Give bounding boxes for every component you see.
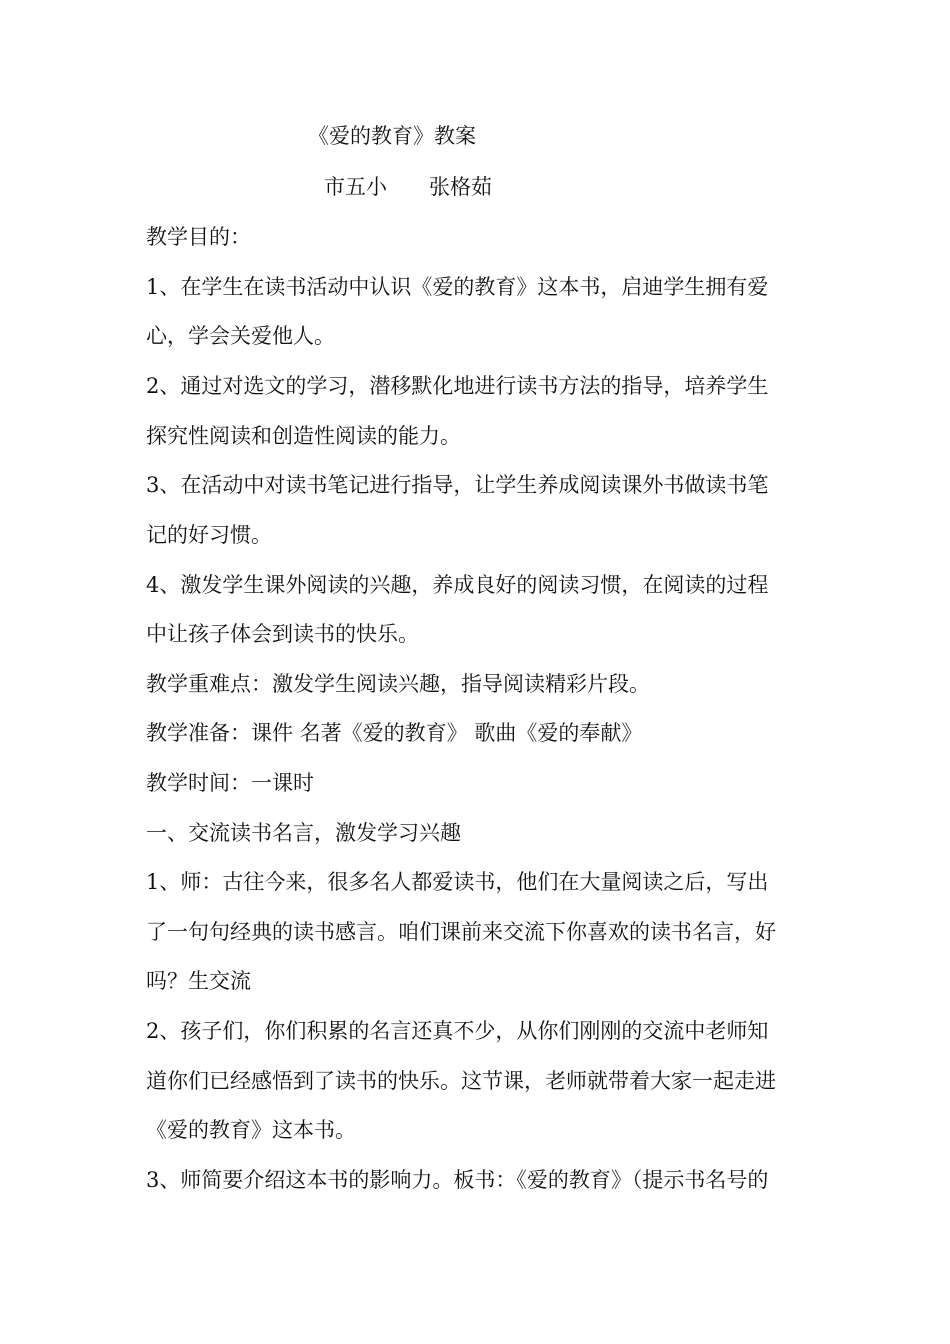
teaching-duration: 教学时间：一课时 xyxy=(146,771,314,795)
objectives-heading: 教学目的： xyxy=(146,225,251,249)
step-1-line-3: 吗？生交流 xyxy=(146,969,251,993)
teaching-preparation: 教学准备：课件 名著《爱的教育》 歌曲《爱的奉献》 xyxy=(146,721,643,745)
key-points: 教学重难点：激发学生阅读兴趣，指导阅读精彩片段。 xyxy=(146,672,650,696)
document-title: 《爱的教育》教案 xyxy=(308,124,476,148)
objective-2-line-2: 探究性阅读和创造性阅读的能力。 xyxy=(146,424,461,448)
objective-3-line-1: 3、在活动中对读书笔记进行指导，让学生养成阅读课外书做读书笔 xyxy=(146,473,769,497)
step-3-line-1: 3、师简要介绍这本书的影响力。板书：《爱的教育》（提示书名号的 xyxy=(146,1168,769,1192)
step-1-line-1: 1、师：古往今来，很多名人都爱读书，他们在大量阅读之后，写出 xyxy=(146,870,769,894)
step-1-line-2: 了一句句经典的读书感言。咱们课前来交流下你喜欢的读书名言，好 xyxy=(146,920,776,944)
step-2-line-1: 2、孩子们，你们积累的名言还真不少，从你们刚刚的交流中老师知 xyxy=(146,1019,769,1043)
objective-3-line-2: 记的好习惯。 xyxy=(146,523,272,547)
objective-4-line-1: 4、激发学生课外阅读的兴趣，养成良好的阅读习惯，在阅读的过程 xyxy=(146,573,769,597)
author-line: 市五小 张格茹 xyxy=(324,175,492,199)
objective-1-line-1: 1、在学生在读书活动中认识《爱的教育》这本书，启迪学生拥有爱 xyxy=(146,275,769,299)
step-2-line-2: 道你们已经感悟到了读书的快乐。这节课，老师就带着大家一起走进 xyxy=(146,1069,776,1093)
objective-4-line-2: 中让孩子体会到读书的快乐。 xyxy=(146,622,419,646)
step-2-line-3: 《爱的教育》这本书。 xyxy=(146,1118,356,1142)
objective-2-line-1: 2、通过对选文的学习，潜移默化地进行读书方法的指导，培养学生 xyxy=(146,374,769,398)
section-1-heading: 一、交流读书名言，激发学习兴趣 xyxy=(146,821,461,845)
objective-1-line-2: 心，学会关爱他人。 xyxy=(146,324,335,348)
